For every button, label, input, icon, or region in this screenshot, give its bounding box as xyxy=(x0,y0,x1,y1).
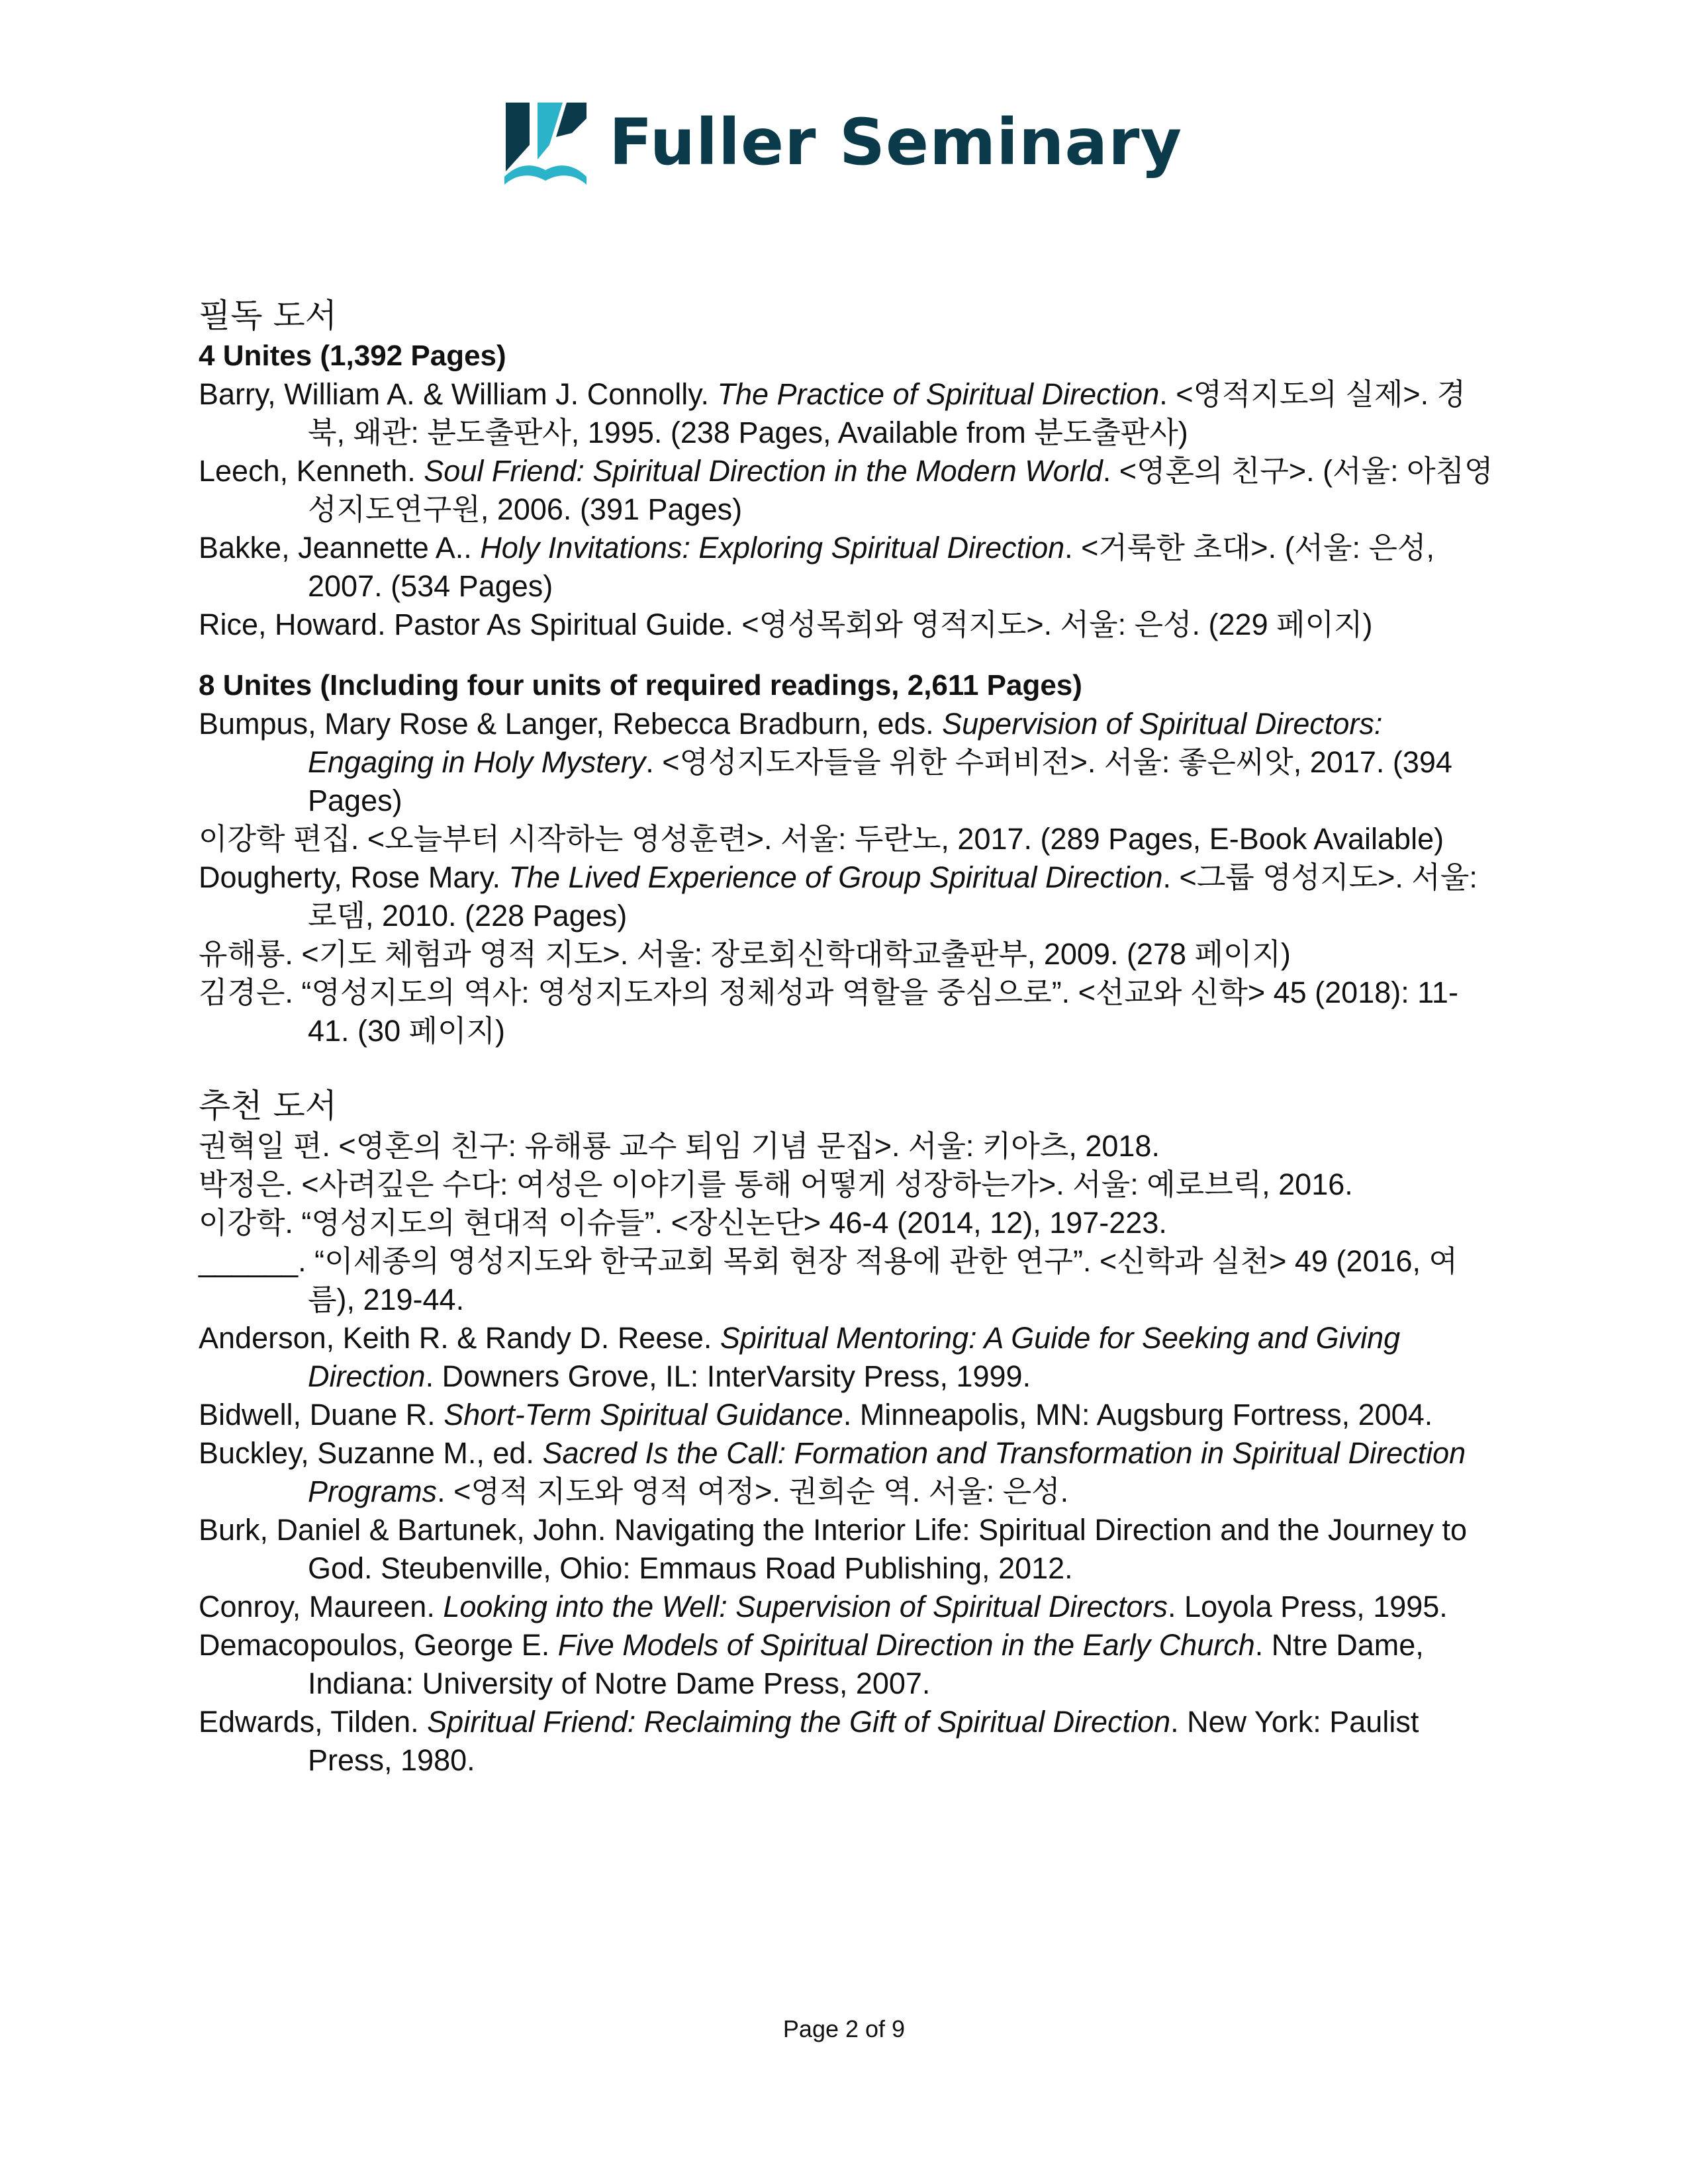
group1-label: 4 Unites (1,392 Pages) xyxy=(199,340,506,372)
citation-entry: Burk, Daniel & Bartunek, John. Navigating the Interior Life: Spiritual Direction and the Journey to God. Steubenville, Ohio: Emmaus Road Publishing, 2012. xyxy=(199,1513,1468,1585)
group2-list xyxy=(199,705,1496,1050)
citation-entry: Anderson, Keith R. & Randy D. Reese. Spiritual Mentoring: A Guide for Seeking and Giving Direction. Downers Grove, IL: InterVarsity Press, 1999. xyxy=(199,1321,1401,1393)
citation-entry: Leech, Kenneth. Soul Friend: Spiritual Direction in the Modern World. <영혼의 친구>. (서울: 아침영성지도연구원, 2006. (391 Pages) xyxy=(199,454,1493,526)
citation-entry: 박정은. <사려깊은 수다: 여성은 이야기를 통해 어떻게 성장하는가>. 서울: 예로브릭, 2016. xyxy=(199,1167,1353,1201)
reading-list xyxy=(199,295,1496,1780)
citation-entry: Barry, William A. & William J. Connolly. The Practice of Spiritual Direction. <영적지도의 실제>. 경북, 왜관: 분도출판사, 1995. (238 Pages, Available from 분도출판사) xyxy=(199,377,1466,449)
spacer xyxy=(199,644,1496,666)
group1-list xyxy=(199,375,1496,644)
required-reading-heading: 필독 도서 xyxy=(199,296,338,335)
recommended-list xyxy=(199,1127,1496,1780)
citation-entry: 권혁일 편. <영혼의 친구: 유해룡 교수 퇴임 기념 문집>. 서울: 키아츠, 2018. xyxy=(199,1129,1160,1163)
citation-entry: Conroy, Maureen. Looking into the Well: Supervision of Spiritual Directors. Loyola Press, 1995. xyxy=(199,1590,1448,1623)
citation-entry: Rice, Howard. Pastor As Spiritual Guide. <영성목회와 영적지도>. 서울: 은성. (229 페이지) xyxy=(199,608,1373,641)
recommended-reading-heading: 추천 도서 xyxy=(199,1087,338,1125)
citation-entry: 이강학 편집. <오늘부터 시작하는 영성훈련>. 서울: 두란노, 2017. (289 Pages, E-Book Available) xyxy=(199,822,1444,856)
page-number: Page 2 of 9 xyxy=(782,2015,906,2042)
citation-entry: 유해룡. <기도 체험과 영적 지도>. 서울: 장로회신학대학교출판부, 2009. (278 페이지) xyxy=(199,937,1291,971)
group2-label: 8 Unites (Including four units of required readings, 2,611 Pages) xyxy=(199,669,1082,702)
citation-entry: Bumpus, Mary Rose & Langer, Rebecca Bradburn, eds. Supervision of Spiritual Directors: Engaging in Holy Mystery. <영성지도자들을 위한 수퍼비전>. 서울: 좋은씨앗, 2017. (394 Pages) xyxy=(199,707,1452,817)
spacer xyxy=(199,1050,1496,1085)
citation-entry: 김경은. “영성지도의 역사: 영성지도자의 정체성과 역할을 중심으로”. <선교와 신학> 45 (2018): 11-41. (30 페이지) xyxy=(199,976,1458,1048)
citation-entry: Dougherty, Rose Mary. The Lived Experience of Group Spiritual Direction. <그룹 영성지도>. 서울: 로뎀, 2010. (228 Pages) xyxy=(199,860,1477,933)
citation-entry: Bidwell, Duane R. Short-Term Spiritual Guidance. Minneapolis, MN: Augsburg Fortress, 2004. xyxy=(199,1398,1433,1432)
citation-entry: 이강학. “영성지도의 현대적 이슈들”. <장신논단> 46-4 (2014, 12), 197-223. xyxy=(199,1206,1167,1240)
logo-wordmark: Fuller Seminary xyxy=(609,105,1183,179)
citation-entry: Bakke, Jeannette A.. Holy Invitations: Exploring Spiritual Direction. <거룩한 초대>. (서울: 은성, 2007. (534 Pages) xyxy=(199,531,1434,603)
open-book-logo-icon xyxy=(503,99,589,186)
citation-entry: Edwards, Tilden. Spiritual Friend: Reclaiming the Gift of Spiritual Direction. New York: Paulist Press, 1980. xyxy=(199,1705,1419,1777)
citation-entry: Demacopoulos, George E. Five Models of Spiritual Direction in the Early Church. Ntre Dame, Indiana: University of Notre Dame Press, 2007. xyxy=(199,1628,1424,1700)
citation-entry: ______. “이세종의 영성지도와 한국교회 목회 현장 적용에 관한 연구”. <신학과 실천> 49 (2016, 여름), 219-44. xyxy=(199,1244,1458,1316)
fuller-logo xyxy=(503,96,1182,189)
citation-entry: Buckley, Suzanne M., ed. Sacred Is the Call: Formation and Transformation in Spiritual Direction Programs. <영적 지도와 영적 여정>. 권희순 역. 서울: 은성. xyxy=(199,1436,1466,1508)
